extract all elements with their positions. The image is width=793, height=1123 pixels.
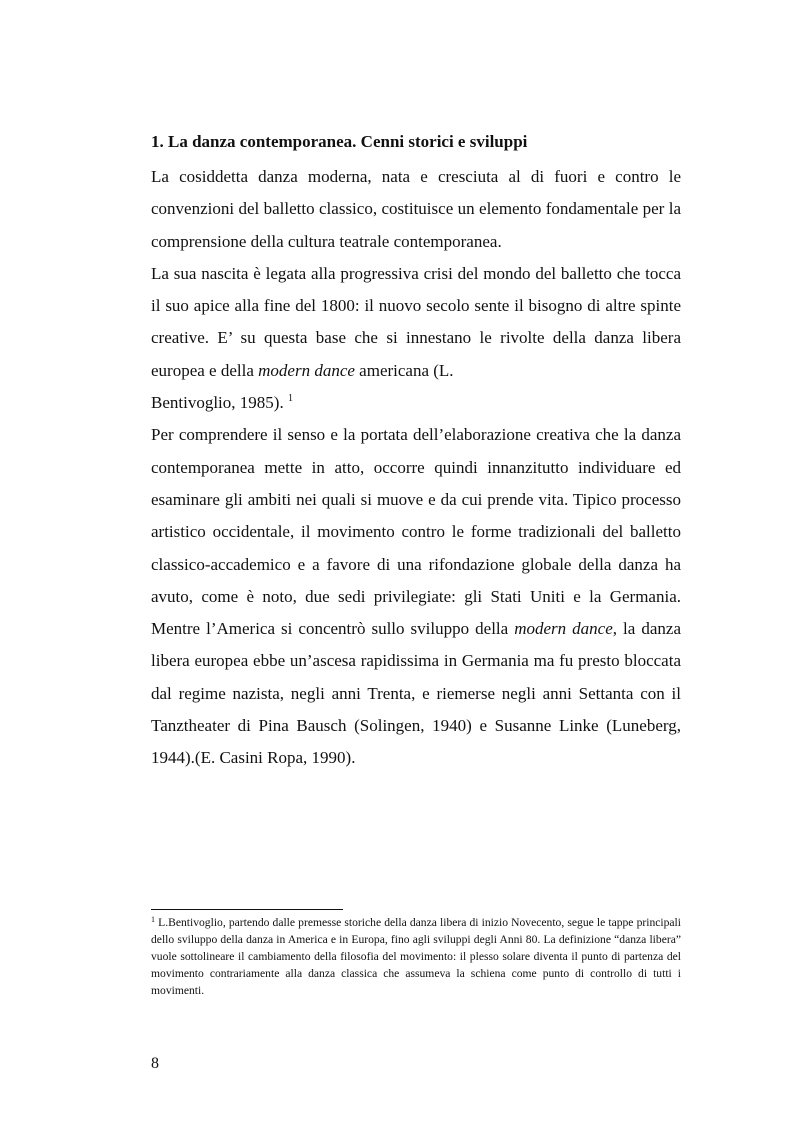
footnote-reference[interactable]: 1 bbox=[287, 393, 293, 405]
section-heading: 1. La danza contemporanea. Cenni storici e sviluppi bbox=[151, 132, 528, 151]
paragraph-3-text: Per comprendere il senso e la portata dell’elaborazione creativa che la danza contemporanea mette in atto, occorre quindi innanzitutto individuare ed esaminare gli ambiti nei quali si muove e da cui prende vita. Tipico processo artistico occidentale, il movimento contro le forme tradizionali del balletto classico-accademico e a favore di una rifondazione globale della danza ha avuto, come è noto, due sedi privilegiate: gli Stati Uniti e la Germania. Mentre l’America si concentrò sullo sviluppo della bbox=[151, 425, 681, 639]
footnote-text: L.Bentivoglio, partendo dalle premesse storiche della danza libera di inizio Novecento, segue le tappe principali dello sviluppo della danza in America e in Europa, fino agli sviluppi degli Anni 80. La definizione “danza libera” vuole sottolineare il cambiamento della filosofia del movimento: il plesso solare diventa il punto di partenza del movimento contrariamente alla danza classica che assumeva la schiena come punto di controllo di tutti i movimenti. bbox=[151, 916, 681, 997]
footnote bbox=[151, 914, 681, 999]
body-text bbox=[151, 161, 681, 775]
paragraph-2-last-line: Bentivoglio, 1985). bbox=[151, 393, 284, 413]
paragraph-3-italic: modern dance bbox=[514, 619, 613, 639]
page-number: 8 bbox=[151, 1055, 159, 1072]
footnote-marker: 1 bbox=[151, 915, 155, 924]
paragraph-2-text: La sua nascita è legata alla progressiva crisi del mondo del balletto che tocca il suo apice alla fine del 1800: il nuovo secolo sente il bisogno di altre spinte creative. E’ su questa base che si innestano le rivolte della danza libera europea e della bbox=[151, 263, 681, 380]
paragraph-3-tail: , la danza libera europea ebbe un’ascesa rapidissima in Germania ma fu presto bloccata dal regime nazista, negli anni Trenta, e riemerse negli anni Settanta con il Tanztheater di Pina Bausch (Solingen, 1940) e Susanne Linke (Luneberg, 1944).(E. Casini Ropa, 1990). bbox=[151, 619, 681, 768]
paragraph-2-italic: modern dance bbox=[258, 360, 355, 380]
footnote-separator bbox=[151, 909, 343, 910]
paragraph-1: La cosiddetta danza moderna, nata e cresciuta al di fuori e contro le convenzioni del balletto classico, costituisce un elemento fondamentale per la comprensione della cultura teatrale contemporanea. bbox=[151, 167, 681, 251]
paragraph-2-tail: americana (L. bbox=[354, 360, 454, 380]
paragraph-2 bbox=[151, 258, 681, 419]
paragraph-3 bbox=[151, 419, 681, 774]
